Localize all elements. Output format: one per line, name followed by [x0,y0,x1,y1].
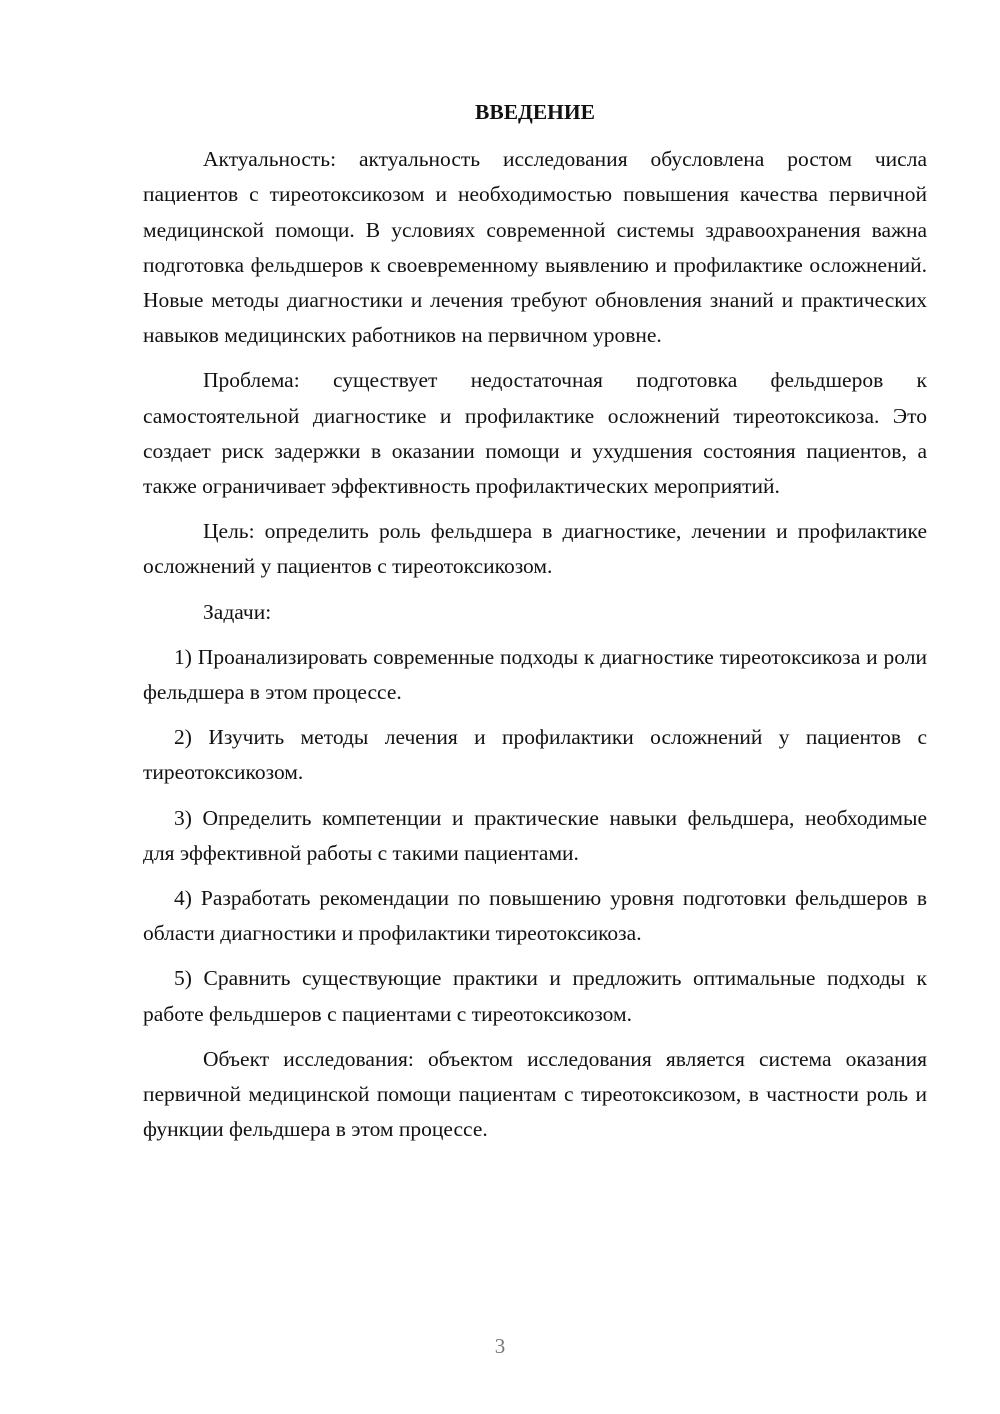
object-paragraph: Объект исследования: объектом исследования является система оказания первичной медицинской помощи пациентам с тиреотоксикозом, в частности роль и функции фельдшера в этом процессе. [143,1046,927,1142]
task-item-4: 4) Разработать рекомендации по повышению уровня подготовки фельдшеров в области диагностики и профилактики тиреотоксикоза. [143,886,927,946]
page-number: 3 [494,1334,506,1358]
task-item-3: 3) Определить компетенции и практические навыки фельдшера, необходимые для эффективной работы с такими пациентами. [143,805,927,865]
task-item-2: 2) Изучить методы лечения и профилактики осложнений у пациентов с тиреотоксикозом. [143,725,927,785]
task-item-5: 5) Сравнить существующие практики и предложить оптимальные подходы к работе фельдшеров с пациентами с тиреотоксикозом. [143,966,927,1026]
section-heading: ВВЕДЕНИЕ [475,100,595,124]
problem-paragraph: Проблема: существует недостаточная подготовка фельдшеров к самостоятельной диагностике и профилактике осложнений тиреотоксикоза. Это создает риск задержки в оказании помощи и ухудшения состояния пациентов, а также ограничивает эффективность профилактических мероприятий. [143,368,927,499]
relevance-paragraph: Актуальность: актуальность исследования обусловлена ростом числа пациентов с тиреотоксикозом и необходимостью повышения качества первичной медицинской помощи. В условиях современной системы здравоохранения важна подготовка фельдшеров к своевременному выявлению и профилактике осложнений. Новые методы диагностики и лечения требуют обновления знаний и практических навыков медицинских работников на первичном уровне. [143,147,927,348]
tasks-label: Задачи: [203,599,272,624]
task-item-1: 1) Проанализировать современные подходы к диагностике тиреотоксикоза и роли фельдшера в этом процессе. [143,644,927,705]
document-body [143,95,927,1157]
goal-paragraph: Цель: определить роль фельдшера в диагностике, лечении и профилактике осложнений у пациентов с тиреотоксикозом. [143,519,927,579]
